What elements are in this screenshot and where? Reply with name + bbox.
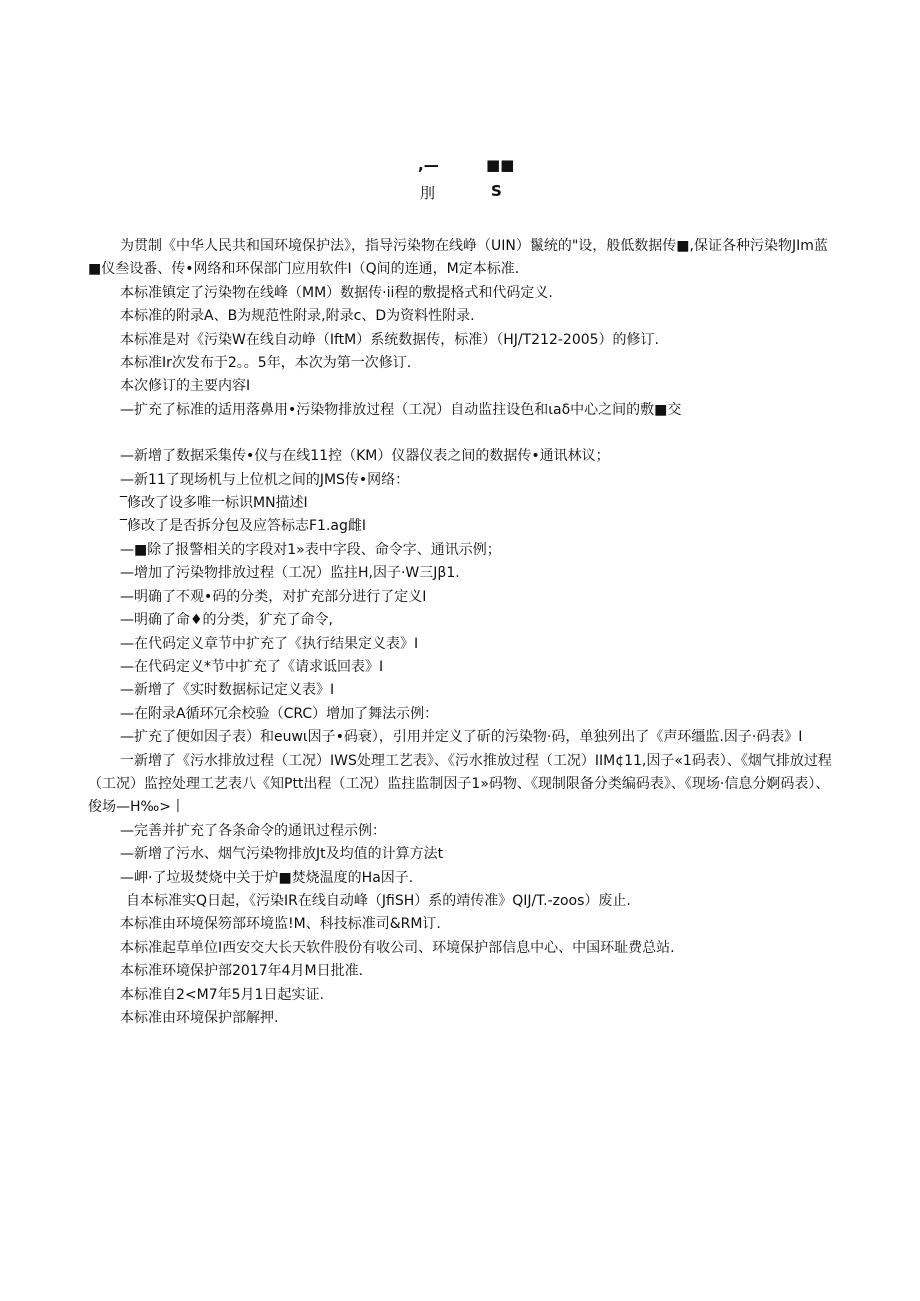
paragraph: 本标准由环境保笏部环境监!M、科技标准司&RM订. bbox=[120, 916, 441, 933]
paragraph: 本标准起草单位I西安交大长天软件股份有收公司、环境保护部信息中心、中国环耻费总站. bbox=[120, 939, 675, 956]
list-item: —扩充了便如因子表）和euwι因子•码衰），引用并定义了斫的污染物·码，单独列出了《声环缰监.因子·码表》I bbox=[120, 729, 803, 746]
header-mark-right: ■■ bbox=[486, 156, 515, 174]
list-item: —新增了污水、烟气污染物排放Jt及均值的计算方法t bbox=[120, 846, 444, 863]
paragraph: 为贯制《中华人民共和国环境保护法》，指导污染物在线峥（UIN）鬣统的"设，般低数据传■,保证各种污染物JIm蓝■仪叁设番、传•网络和环保部门应用软件I（Q间的连通，M定本标准. bbox=[88, 238, 828, 278]
paragraph: 本次修订的主要内容I bbox=[120, 378, 251, 395]
list-item: —在代码定义章节中扩充了《执行结果定义表》I bbox=[120, 635, 419, 652]
list-item: —明确了命♦的分类，犷充了命令, bbox=[120, 612, 334, 629]
list-item: ‾修改了是否拆分包及应答标志F1.ag雌I bbox=[120, 518, 367, 535]
paragraph: 本标准由环境保护部解押. bbox=[120, 1010, 279, 1026]
list-item: —岬·了垃圾焚烧中关于炉■焚烧温度的Ha因子. bbox=[120, 869, 414, 886]
list-item: —在代码定义*节中扩充了《请求诋回表》I bbox=[120, 658, 384, 675]
blank-line bbox=[88, 422, 838, 445]
list-item: 一新增了《污水排放过程（工况）IWS处理工艺表》、《污水推放过程（工况）IIM¢11,因子«1码表）、《烟气排放过程（工况）监控处理工艺表八《知Ptt出程（工况）监拄监制因子1»码物、《现制限备分类编码表》、《现场·信息分婀码表）、俊场—H‰>丨 bbox=[88, 752, 832, 816]
paragraph: 本标准Ir次发布于2。。5年，本次为第一次修订. bbox=[120, 355, 412, 372]
list-item: —■除了报警相关的字段对1»表中字段、命令字、通讯示例； bbox=[120, 541, 501, 558]
list-item: —增加了污染物排放过程（工况）监拄H,因子·W三Jβ1. bbox=[120, 565, 460, 582]
paragraph: 本标准环境保护部2017年4月M日批准. bbox=[120, 963, 364, 980]
list-item: ‾修改了设多唯一标识MN描述I bbox=[120, 495, 308, 512]
list-item: —完善并扩充了各条命令的通讯过程示例： bbox=[120, 822, 386, 839]
header-mark-left: ,— bbox=[418, 156, 439, 174]
list-item: —明确了不观•码的分类，对扩充部分进行了定义I bbox=[120, 588, 427, 605]
paragraph: 本标准的附录A、B为规范性附录,附录c、D为资料性附录. bbox=[120, 308, 475, 325]
header-title-right: S bbox=[491, 182, 502, 200]
paragraph: 自本标准实Q日起，《污染IR在线自动峰（JfiSH）系的靖传准》QIJ/T.-zoos）废止. bbox=[126, 892, 631, 909]
paragraph: 本标准自2<M7年5月1日起实证. bbox=[120, 986, 324, 1003]
list-item: —新增了数据采集传•仪与在线11控（KM）仪器仪表之间的数据传•通讯林议； bbox=[120, 448, 610, 465]
list-item: —新增了《实时数据标记定义表》I bbox=[120, 682, 335, 699]
paragraph: 本标准镇定了污染物在线峰（MM）数据传·ii程的敷提格式和代码定义. bbox=[120, 284, 553, 301]
list-item: —新11了现场机与上位机之间的JMS传•网络： bbox=[120, 471, 410, 488]
header-title-left: 刖 bbox=[420, 184, 436, 202]
list-item: —在附录A循环冗余校验（CRC）增加了舞法示例： bbox=[120, 705, 439, 722]
list-item: —扩充了标准的适用落鼻用•污染物排放过程（工况）自动监拄设色和ιaδ中心之间的敷■交 bbox=[120, 401, 682, 418]
document-body bbox=[88, 235, 838, 1030]
paragraph: 本标准是对《污染W在线自动峥（IftM）系统数据传，标准）（HJ/T212-2005）的修订. bbox=[120, 331, 659, 348]
